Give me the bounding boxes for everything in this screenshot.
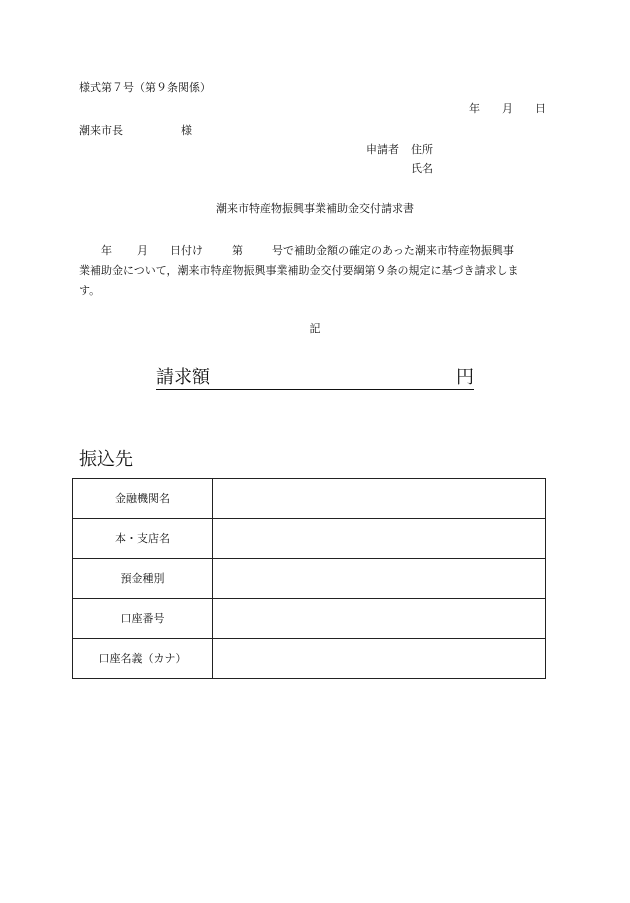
branch-name-field[interactable] [213,519,546,559]
account-holder-field[interactable] [213,639,546,679]
account-holder-label: 口座名義（カナ） [73,639,213,679]
body-line-3: す。 [79,284,101,297]
date-day: 日 [535,102,546,115]
request-amount-line [156,368,474,390]
account-number-field[interactable] [213,599,546,639]
addressee-name: 潮来市長 [79,124,123,137]
bank-account-table [72,478,546,679]
body-dated: 日付け [170,244,203,257]
date-month: 月 [502,102,513,115]
ki-notation: 記 [309,322,321,335]
body-month: 月 [137,244,148,257]
date-year: 年 [469,102,480,115]
body-line-1 [79,241,551,261]
date-line [469,103,546,114]
applicant-label: 申請者 [366,143,399,156]
body-year: 年 [101,244,112,257]
addressee-honorific: 様 [181,124,192,137]
body-line1-rest: 号で補助金額の確定のあった潮来市特産物振興事 [272,244,514,257]
bank-name-field[interactable] [213,479,546,519]
form-number: 様式第７号（第９条関係） [79,81,211,94]
table-row [73,519,546,559]
applicant-name-label: 氏名 [411,162,433,175]
request-body-text [79,241,551,301]
addressee [79,125,192,136]
document-title: 潮来市特産物振興事業補助金交付請求書 [216,202,414,215]
table-row [73,599,546,639]
transfer-destination-heading: 振込先 [79,449,133,470]
bank-name-label: 金融機関名 [73,479,213,519]
account-type-label: 預金種別 [73,559,213,599]
table-row [73,559,546,599]
request-amount-unit: 円 [456,367,474,388]
body-no-prefix: 第 [232,244,243,257]
branch-name-label: 本・支店名 [73,519,213,559]
body-line-2: 業補助金について，潮来市特産物振興事業補助金交付要綱第９条の規定に基づき請求しま [79,264,519,277]
request-amount-label: 請求額 [156,367,210,388]
table-row [73,639,546,679]
table-row [73,479,546,519]
account-type-field[interactable] [213,559,546,599]
applicant-address-label: 住所 [411,143,433,156]
account-number-label: 口座番号 [73,599,213,639]
